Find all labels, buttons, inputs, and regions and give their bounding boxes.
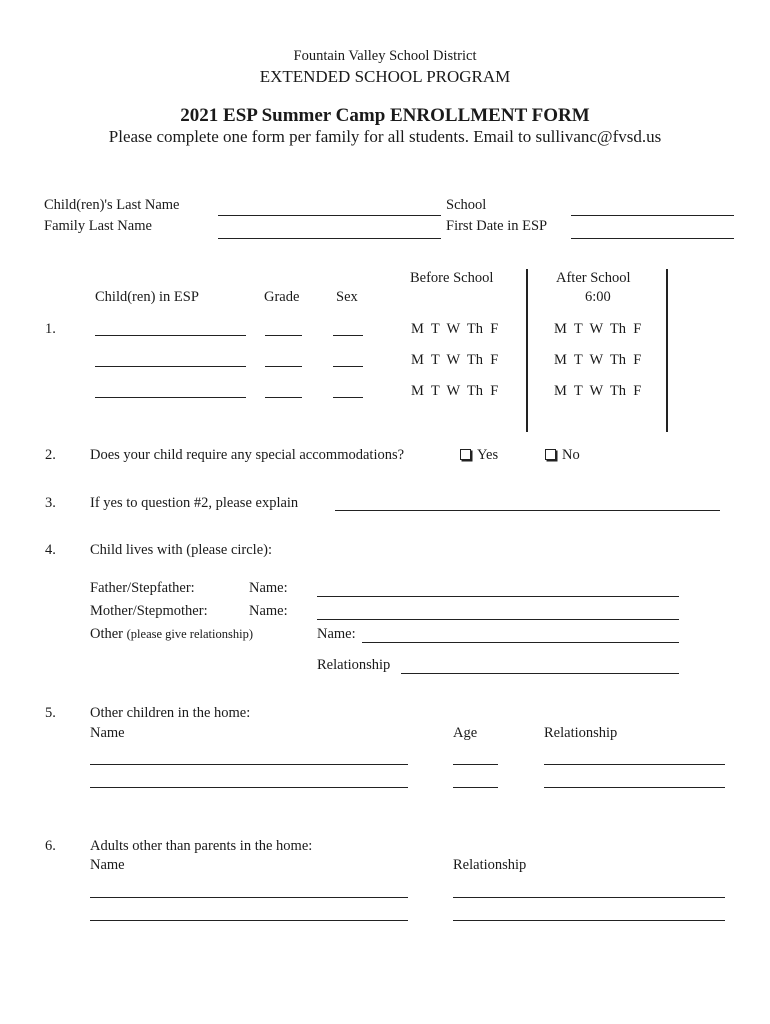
q2-yes-option[interactable] <box>460 448 498 463</box>
col-grade-header: Grade <box>264 289 300 305</box>
other-name-label: Name: <box>317 626 356 642</box>
q5-text: Other children in the home: <box>90 705 251 721</box>
col-sex-header: Sex <box>336 289 358 305</box>
school-field[interactable] <box>571 215 734 216</box>
adult-name-field[interactable] <box>90 920 408 921</box>
district-name: Fountain Valley School District <box>293 48 477 64</box>
table-divider-2 <box>666 269 668 432</box>
before-school-days[interactable]: M T W Th F <box>411 383 499 399</box>
adult-relationship-field[interactable] <box>453 920 725 921</box>
after-school-days[interactable]: M T W Th F <box>554 383 642 399</box>
q6-number: 6. <box>45 838 56 854</box>
q2-yes-label: Yes <box>477 447 499 463</box>
q2-no-label: No <box>562 447 580 463</box>
q6-name-header: Name <box>90 857 125 873</box>
col-children-header: Child(ren) in ESP <box>95 289 199 305</box>
program-name: EXTENDED SCHOOL PROGRAM <box>259 67 511 86</box>
col-after-school-header: After School <box>556 270 631 286</box>
relationship-field[interactable] <box>401 673 679 674</box>
other-child-age-field[interactable] <box>453 787 498 788</box>
q6-relationship-header: Relationship <box>453 857 527 873</box>
other-label-note: (please give relationship) <box>126 627 253 641</box>
father-name-field[interactable] <box>317 596 679 597</box>
school-label: School <box>446 197 487 213</box>
grade-field[interactable] <box>265 335 302 336</box>
q6-text: Adults other than parents in the home: <box>90 838 313 854</box>
first-date-label: First Date in ESP <box>446 218 548 234</box>
sex-field[interactable] <box>333 397 363 398</box>
grade-field[interactable] <box>265 366 302 367</box>
first-date-field[interactable] <box>571 238 734 239</box>
form-title: 2021 ESP Summer Camp ENROLLMENT FORM <box>180 105 590 126</box>
yes-checkbox[interactable] <box>460 449 471 460</box>
q5-age-header: Age <box>453 725 478 741</box>
father-label: Father/Stepfather: <box>90 580 195 596</box>
q4-number: 4. <box>45 542 56 558</box>
q3-number: 3. <box>45 495 56 511</box>
mother-label: Mother/Stepmother: <box>90 603 208 619</box>
mother-name-field[interactable] <box>317 619 679 620</box>
q3-text: If yes to question #2, please explain <box>90 495 299 511</box>
q3-explain-field[interactable] <box>335 510 720 511</box>
children-last-name-field[interactable] <box>218 215 441 216</box>
sex-field[interactable] <box>333 335 363 336</box>
grade-field[interactable] <box>265 397 302 398</box>
other-name-field[interactable] <box>362 642 679 643</box>
adult-relationship-field[interactable] <box>453 897 725 898</box>
family-last-name-label: Family Last Name <box>44 218 152 234</box>
row-number-1: 1. <box>45 321 56 337</box>
relationship-label: Relationship <box>317 657 391 673</box>
child-name-field[interactable] <box>95 335 246 336</box>
other-label <box>90 627 253 642</box>
q5-name-header: Name <box>90 725 125 741</box>
family-last-name-field[interactable] <box>218 238 441 239</box>
col-after-school-time: 6:00 <box>585 289 611 305</box>
other-child-age-field[interactable] <box>453 764 498 765</box>
father-name-label: Name: <box>249 580 288 596</box>
no-checkbox[interactable] <box>545 449 556 460</box>
mother-name-label: Name: <box>249 603 288 619</box>
other-child-name-field[interactable] <box>90 764 408 765</box>
q2-number: 2. <box>45 447 56 463</box>
after-school-days[interactable]: M T W Th F <box>554 352 642 368</box>
q5-relationship-header: Relationship <box>544 725 618 741</box>
sex-field[interactable] <box>333 366 363 367</box>
other-child-name-field[interactable] <box>90 787 408 788</box>
child-name-field[interactable] <box>95 397 246 398</box>
col-before-school-header: Before School <box>410 270 494 286</box>
before-school-days[interactable]: M T W Th F <box>411 352 499 368</box>
form-instruction: Please complete one form per family for all students. Email to sullivanc@fvsd.us <box>108 127 662 146</box>
q4-text: Child lives with (please circle): <box>90 542 273 558</box>
before-school-days[interactable]: M T W Th F <box>411 321 499 337</box>
other-label-text: Other <box>90 626 124 642</box>
q5-number: 5. <box>45 705 56 721</box>
q2-no-option[interactable] <box>545 448 580 463</box>
table-divider-1 <box>526 269 528 432</box>
after-school-days[interactable]: M T W Th F <box>554 321 642 337</box>
adult-name-field[interactable] <box>90 897 408 898</box>
other-child-relationship-field[interactable] <box>544 787 725 788</box>
child-name-field[interactable] <box>95 366 246 367</box>
q2-text: Does your child require any special accommodations? <box>90 447 405 463</box>
children-last-name-label: Child(ren)'s Last Name <box>44 197 180 213</box>
other-child-relationship-field[interactable] <box>544 764 725 765</box>
